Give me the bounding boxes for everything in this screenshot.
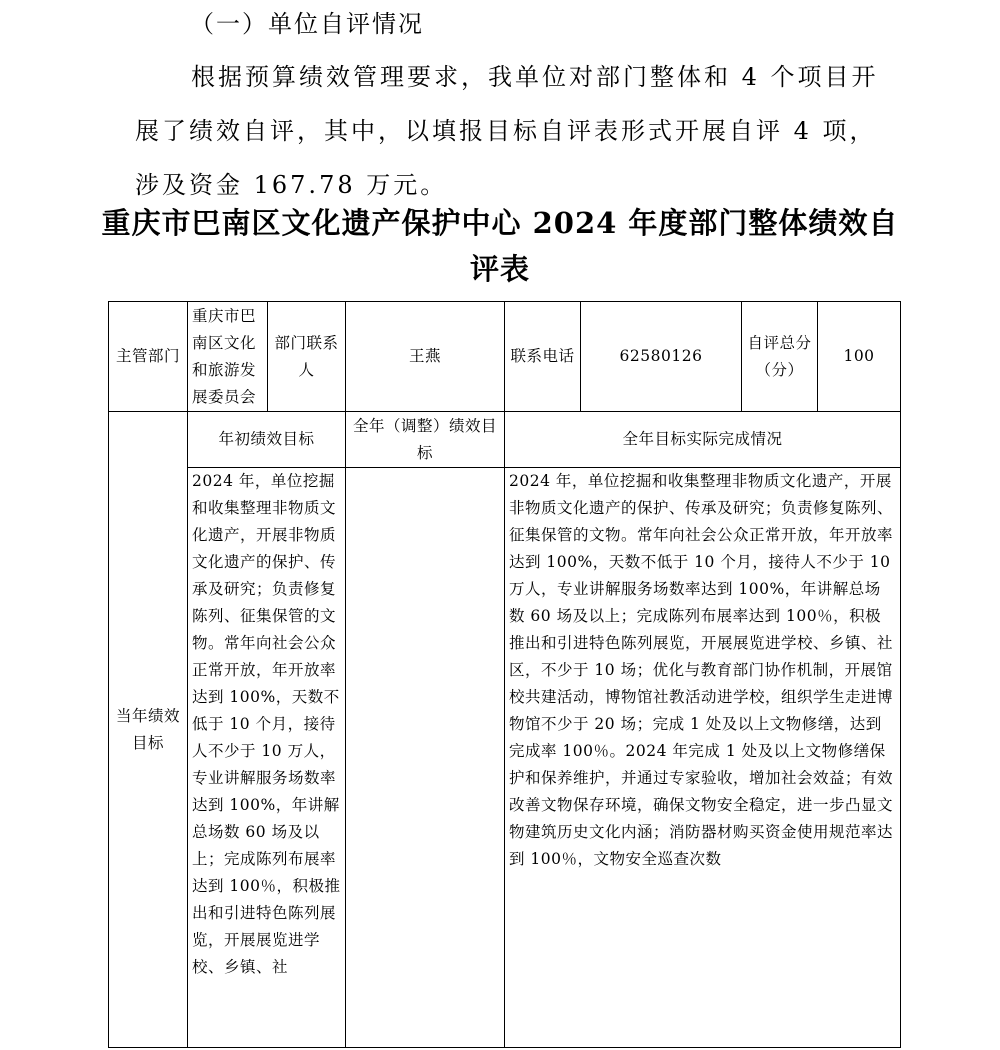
phone-value: 62580126 [581, 302, 742, 412]
table-row-header-info [109, 302, 901, 412]
table-row-column-headers [109, 412, 901, 468]
performance-table [108, 301, 901, 1048]
score-label: 自评总分（分） [742, 302, 818, 412]
section-title: （一）单位自评情况 [190, 10, 424, 38]
intro-paragraph: 根据预算绩效管理要求，我单位对部门整体和 4 个项目开展了绩效自评，其中，以填报目标自评表形式开展自评 4 项，涉及资金 167.78 万元。 [135, 63, 879, 199]
adjusted-goal-text [346, 468, 505, 1048]
dept-label: 主管部门 [109, 302, 188, 412]
col-header-actual-result: 全年目标实际完成情况 [505, 412, 901, 468]
current-year-goal-label: 当年绩效目标 [109, 412, 188, 1048]
score-value: 100 [818, 302, 901, 412]
actual-result-text: 2024 年，单位挖掘和收集整理非物质文化遗产，开展非物质文化遗产的保护、传承及研究；负责修复陈列、征集保管的文物。常年向社会公众正常开放，年开放率达到 100%，天数不低于 10 个月，接待人不少于 10 万人，专业讲解服务场数率达到 100%，年讲解总场数 60 场及以上；完成陈列布展率达到 100％，积极推出和引进特色陈列展览，开展展览进学校、乡镇、社区，不少于 10 场；优化与教育部门协作机制，开展馆校共建活动，博物馆社教活动进学校，组织学生走进博物馆不少于 20 场；完成 1 处及以上文物修缮，达到完成率 100％。2024 年完成 1 处及以上文物修缮保护和保养维护，并通过专家验收，增加社会效益；有效改善文物保存环境，确保文物安全稳定，进一步凸显文物建筑历史文化内涵；消防器材购买资金使用规范率达到 100％，文物安全巡查次数 [505, 468, 901, 1048]
contact-value: 王燕 [346, 302, 505, 412]
table-row-goals [109, 468, 901, 1048]
table-title: 重庆市巴南区文化遗产保护中心 2024 年度部门整体绩效自评表 [101, 206, 899, 286]
col-header-adjusted-goal: 全年（调整）绩效目标 [346, 412, 505, 468]
contact-label: 部门联系人 [268, 302, 346, 412]
dept-value: 重庆市巴南区文化和旅游发展委员会 [188, 302, 268, 412]
col-header-initial-goal: 年初绩效目标 [188, 412, 346, 468]
initial-goal-text: 2024 年，单位挖掘和收集整理非物质文化遗产，开展非物质文化遗产的保护、传承及研究；负责修复陈列、征集保管的文物。常年向社会公众正常开放，年开放率达到 100%，天数不低于 10 个月，接待人不少于 10 万人，专业讲解服务场数率达到 100%，年讲解总场数 60 场及以上；完成陈列布展率达到 100％，积极推出和引进特色陈列展览，开展展览进学校、乡镇、社 [188, 468, 346, 1048]
phone-label: 联系电话 [505, 302, 581, 412]
